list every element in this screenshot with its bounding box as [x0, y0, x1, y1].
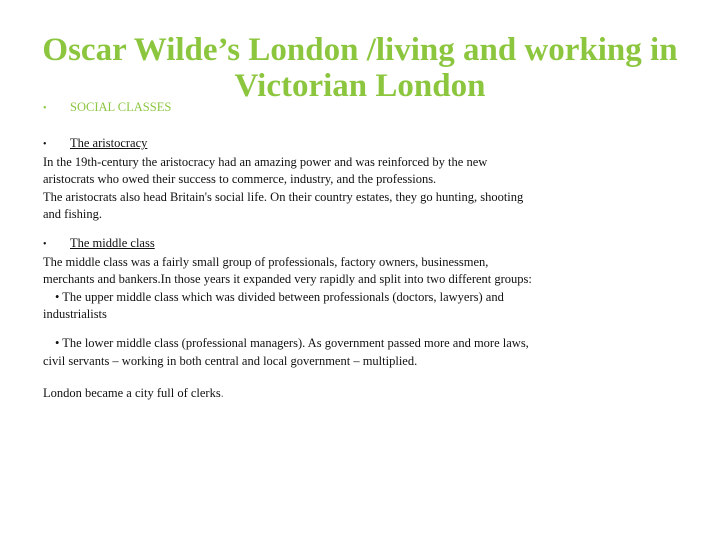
- middle-class-line: The middle class was a fairly small group of professionals, factory owners, businessmen,: [43, 254, 489, 269]
- aristocracy-section: [43, 135, 683, 224]
- aristocracy-line: and fishing.: [43, 207, 103, 221]
- aristocracy-line: The aristocrats also head Britain's social life. On their country estates, they go hunting, shooting: [43, 189, 524, 204]
- aristocracy-heading-text: The aristocracy: [70, 136, 148, 150]
- aristocracy-line: In the 19th-century the aristocracy had an amazing power and was reinforced by the new: [43, 154, 488, 169]
- upper-middle-class-line: • The upper middle class which was divided between professionals (doctors, lawyers) and: [55, 289, 504, 304]
- middle-class-section: [43, 235, 683, 324]
- lower-middle-class-line: civil servants – working in both central and local government – multiplied.: [43, 353, 418, 368]
- aristocracy-heading: [43, 135, 683, 154]
- aristocracy-line: aristocrats who owed their success to commerce, industry, and the professions.: [43, 172, 437, 186]
- closing-line: [43, 385, 683, 403]
- closing-section: [43, 385, 683, 403]
- social-classes-heading: [43, 99, 171, 117]
- middle-class-heading-text: The middle class: [70, 236, 155, 250]
- upper-middle-class-line: industrialists: [43, 307, 107, 321]
- lower-middle-class-line: • The lower middle class (professional managers). As government passed more and more laws,: [55, 336, 529, 350]
- middle-class-line: merchants and bankers.In those years it expanded very rapidly and split into two different groups:: [43, 272, 532, 286]
- middle-class-heading: [43, 235, 683, 254]
- social-classes-label: SOCIAL CLASSES: [70, 100, 172, 114]
- bullet-icon: •: [43, 103, 47, 114]
- closing-period: .: [220, 386, 224, 400]
- bullet-icon: •: [43, 239, 47, 250]
- lower-middle-class-section: [43, 335, 683, 370]
- bullet-icon: •: [43, 139, 47, 150]
- closing-text: London became a city full of clerks: [43, 386, 221, 400]
- slide-title: Oscar Wilde’s London /living and working in Victorian London: [42, 32, 678, 104]
